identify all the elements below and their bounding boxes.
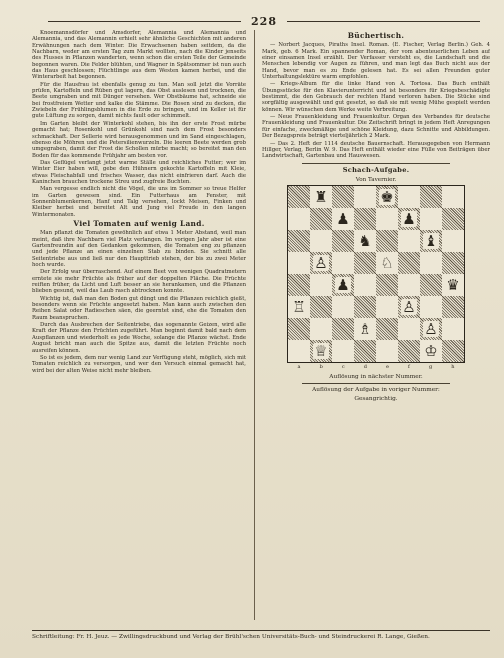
board-square-d5 [354,252,376,274]
board-square-g2 [420,318,442,340]
board-square-a6 [288,230,310,252]
page-footer: Schriftleitung: Fr. H. Jeuz. — Zwillingsdruckbund und Verlag der Brühl'schen Universitäts-Buch- und Steindruckerei R. Lange, Gießen. [32,630,490,640]
chess-title: Schach-Aufgabe. [342,165,410,174]
board-square-b6 [310,230,332,252]
board-square-e3 [376,296,398,318]
file-label: f [408,364,410,371]
board-square-d4 [354,274,376,296]
left-column [32,30,246,620]
board-square-g3 [420,296,442,318]
board-square-e8 [376,186,398,208]
board-square-f4 [398,274,420,296]
section-title-tomatoes: Viel Tomaten auf wenig Land. [73,218,205,228]
article-paragraph: Für die Hausfrau ist ebenfalls genug zu tun. Man soll jetzt die Vorräte prüfen, Kartoffeln und Rüben gut lagern, das Obst auslesen und trocknen, die Beete umgraben und mit Dünger versehen. Wer Obstbäume hat, schneide sie bei frostfreiem Wetter und kalke die Stämme. Die Rosen sind zu decken, die Zwiebeln der Frühlingsblumen in die Erde zu bringen, und im Keller ist für gute Lüftung zu sorgen, damit nichts fault oder schimmelt. [32,81,246,120]
board-square-b8 [310,186,332,208]
board-square-c5 [332,252,354,274]
chess-piece: ♙ [314,254,328,273]
chess-piece: ♔ [424,342,438,361]
file-label: e [385,364,389,371]
right-column [262,30,490,620]
board-square-g5 [420,252,442,274]
section-rule [302,163,450,164]
section-rule [302,383,450,384]
chess-previous-move: Gesangrichtig. [354,396,398,403]
article-paragraph: Durch das Ausbrechen der Seitentriebe, das sogenannte Geizen, wird alle Kraft der Pflanze den Früchten zugeführt. Man beginnt damit bald nach dem Auspflanzen und wiederholt es jede Woche, solange die Pflanze wächst. Ende August bricht man auch die Spitze aus, damit die letzten Früchte noch ausreifen können. [32,322,246,354]
file-label: d [363,364,367,371]
page-number: 228 [251,14,277,28]
board-square-e6 [376,230,398,252]
board-square-d3 [354,296,376,318]
board-square-c6 [332,230,354,252]
board-square-b1 [310,340,332,362]
article-paragraph: Man pflanzt die Tomaten gewöhnlich auf etwa 1 Meter Abstand, weil man meint, daß ihre Nachbarn viel Platz verlangen. Im vorigen Jahr aber ist eine Gartenfreundin auf den Gedanken gekommen, die Tomaten eng zu pflanzen und jede Pflanze an einen einzelnen Stab zu binden. Sie schnitt alle Seitentriebe aus und ließ nur den Haupttrieb stehen, der bis zu zwei Meter hoch wurde. [32,230,246,269]
board-square-d8 [354,186,376,208]
article-paragraph: Wichtig ist, daß man den Boden gut düngt und die Pflanzen reichlich gießt, besonders wenn sie Früchte angesetzt haben. Man kann auch zwischen den Reihen Salat oder Radieschen säen, die geerntet sind, ehe die Tomaten den Raum beanspruchen. [32,295,246,321]
article-paragraph: So ist es jedem, dem nur wenig Land zur Verfügung steht, möglich, sich mit Tomaten reichlich zu versorgen, und wer den Versuch einmal gemacht hat, wird bei der alten Weise nicht mehr bleiben. [32,354,246,374]
board-square-g7 [420,208,442,230]
board-square-h3 [442,296,464,318]
board-square-d1 [354,340,376,362]
chess-board [287,185,465,363]
chess-piece: ♚ [380,188,394,207]
board-square-c4 [332,274,354,296]
header-rule-left [48,21,241,22]
chess-piece: ♝ [424,232,438,251]
board-square-g4 [420,274,442,296]
board-square-a7 [288,208,310,230]
board-square-b4 [310,274,332,296]
board-square-b5 [310,252,332,274]
board-square-e5 [376,252,398,274]
chess-piece: ♘ [380,254,394,273]
board-square-g6 [420,230,442,252]
board-square-h2 [442,318,464,340]
chess-author: Von Tavernier. [355,176,397,183]
board-square-e2 [376,318,398,340]
board-square-h7 [442,208,464,230]
board-square-a2 [288,318,310,340]
board-square-h1 [442,340,464,362]
article-paragraph: Knoemannsdörfer und Amsdorfer, Alemannia und Alemannia und Alemannia, und das Alemannin erhielt sehr ähnliche Geschichten mit anderen Erwähnungen nach dem Winter. Die Erwachsenen haben seitdem, da die Nachbarn, weder am ersten Tag zum Markt wollten, nach die Kinder jenseits des Flusses in Pflanzen wanderten, wenn schon die ersten Teile der Gemeinde begonnen waren. Die Felder blühten, und Wagner in Spätsommer ist nun auch das Haus geschlossen; Flüchtlinge aus dem Westen kamen herbei, und die Winterarbeit hat begonnen. [32,30,246,81]
board-file-labels [288,364,464,370]
board-square-f2 [398,318,420,340]
chess-problem [287,177,465,380]
article-paragraph: Im Garten bleibt der Winterkohl stehen, bis ihn der erste Frost mürbe gemacht hat; Rosenkohl und Grünkohl sind nach dem Frost besonders schmackhaft. Der Sellerie wird herausgenommen und im Sand eingeschlagen, ebenso die Möhren und die Petersilienwurzeln. Die leeren Beete werden grob umgegraben, damit der Frost die Schollen mürbe macht; so bereitet man den Boden für das kommende Frühjahr am besten vor. [32,120,246,159]
board-square-h6 [442,230,464,252]
chess-piece: ♜ [314,188,328,207]
file-label: g [428,364,433,371]
board-square-c8 [332,186,354,208]
board-square-a4 [288,274,310,296]
review-paragraph: — Kriegs-Album für die linke Hand von A. Tortosa. Das Buch enthält Übungsstücke für den Klavierunterricht und ist besonders für Kriegsbeschädigte bestimmt, die den Gebrauch der rechten Hand verloren haben. Die Stücke sind sorgfältig ausgewählt und gut gesetzt, so daß sie mit wenig Mühe gespielt werden können. Wir wünschen dem Werke weite Verbreitung. [262,81,490,113]
chess-piece: ♖ [292,298,306,317]
board-square-e1 [376,340,398,362]
board-square-h5 [442,252,464,274]
review-paragraph: — Norbert Jacques, Piraths Insel. Roman. (E. Fischer, Verlag Berlin.) Geh. 4 Mark, geb. 6 Mark. Ein spannender Roman, der vom abenteuerlichen Leben auf einer einsamen Insel erzählt. Der Verfasser versteht es, die Landschaft und die Menschen lebendig vor Augen zu führen, und man legt das Buch nicht aus der Hand, bevor man es zu Ende gelesen hat. Es sei allen Freunden guter Unterhaltungslektüre warm empfohlen. [262,42,490,81]
board-square-g8 [420,186,442,208]
file-label: b [319,364,323,371]
chess-piece: ♗ [358,320,372,339]
chess-piece: ♟ [402,210,416,229]
board-square-f5 [398,252,420,274]
board-square-b2 [310,318,332,340]
board-square-e7 [376,208,398,230]
chess-previous-solution: Auflösung der Aufgabe in voriger Nummer: [312,386,440,393]
file-label: h [451,364,455,371]
board-square-c7 [332,208,354,230]
board-square-a5 [288,252,310,274]
section-title-books: Büchertisch. [347,31,405,40]
board-square-a8 [288,186,310,208]
board-square-h8 [442,186,464,208]
article-paragraph: Das Geflügel verlangt jetzt warme Ställe und reichliches Futter; wer im Winter Eier haben will, gebe den Hühnern gekochte Kartoffeln mit Kleie, etwas Fleischabfall und frisches Wasser, das nicht einfrieren darf. Auch die Kaninchen brauchen trockene Streu und zugfreie Buchten. [32,159,246,185]
article-paragraph: Man vergesse endlich nicht die Vögel, die uns im Sommer so treue Helfer im Garten gewesen sind. Ein Futterhaus am Fenster, mit Sonnenblumenkernen, Hanf und Talg versehen, lockt Meisen, Finken und Kleiber herbei und bereitet Alt und Jung viel Freude in den langen Wintermonaten. [32,186,246,218]
board-square-f8 [398,186,420,208]
board-square-g1 [420,340,442,362]
chess-piece: ♙ [402,298,416,317]
board-square-d2 [354,318,376,340]
board-square-h4 [442,274,464,296]
chess-piece: ♕ [314,342,328,361]
board-square-a1 [288,340,310,362]
board-square-c2 [332,318,354,340]
board-square-b3 [310,296,332,318]
chess-caption: Auflösung in nächster Nummer. [329,373,423,380]
review-paragraph: — Das 2. Heft der 1114 deutsche Bauernschaft. Herausgegeben von Hermann Hillger, Verlag, Berlin W. 9. Das Heft enthält wieder eine Fülle von Beiträgen über Landwirtschaft, Gartenbau und Hauswesen. [262,140,490,160]
chess-piece: ♟ [336,276,350,295]
file-label: a [297,364,301,371]
page-header [38,14,490,28]
board-square-c3 [332,296,354,318]
article-paragraph: Der Erfolg war überraschend. Auf einem Beet von wenigen Quadratmetern erntete sie mehr Früchte als früher auf der doppelten Fläche. Die Früchte reiften früher, da Licht und Luft besser an sie herankamen, und die Pflanzen blieben gesund, weil das Laub rasch abtrocknen konnte. [32,269,246,295]
board-square-c1 [332,340,354,362]
file-label: c [341,364,345,371]
chess-piece: ♞ [358,232,372,251]
board-square-f3 [398,296,420,318]
board-square-f7 [398,208,420,230]
board-square-d6 [354,230,376,252]
board-square-b7 [310,208,332,230]
chess-piece: ♛ [446,276,460,295]
board-square-e4 [376,274,398,296]
board-square-f6 [398,230,420,252]
chess-piece: ♙ [424,320,438,339]
review-paragraph: — Neue Frauenkleidung und Frauenkultur. Organ des Verbandes für deutsche Frauenkleidung und Frauenkultur. Die Zeitschrift bringt in jedem Heft Anregungen für einfache, zweckmäßige und schöne Kleidung, dazu Schnitte und Abbildungen. Der Bezugspreis beträgt vierteljährlich 2 Mark. [262,114,490,140]
column-divider [254,30,255,620]
header-rule-right [287,21,480,22]
chess-piece: ♟ [336,210,350,229]
board-square-a3 [288,296,310,318]
board-square-f1 [398,340,420,362]
board-square-d7 [354,208,376,230]
